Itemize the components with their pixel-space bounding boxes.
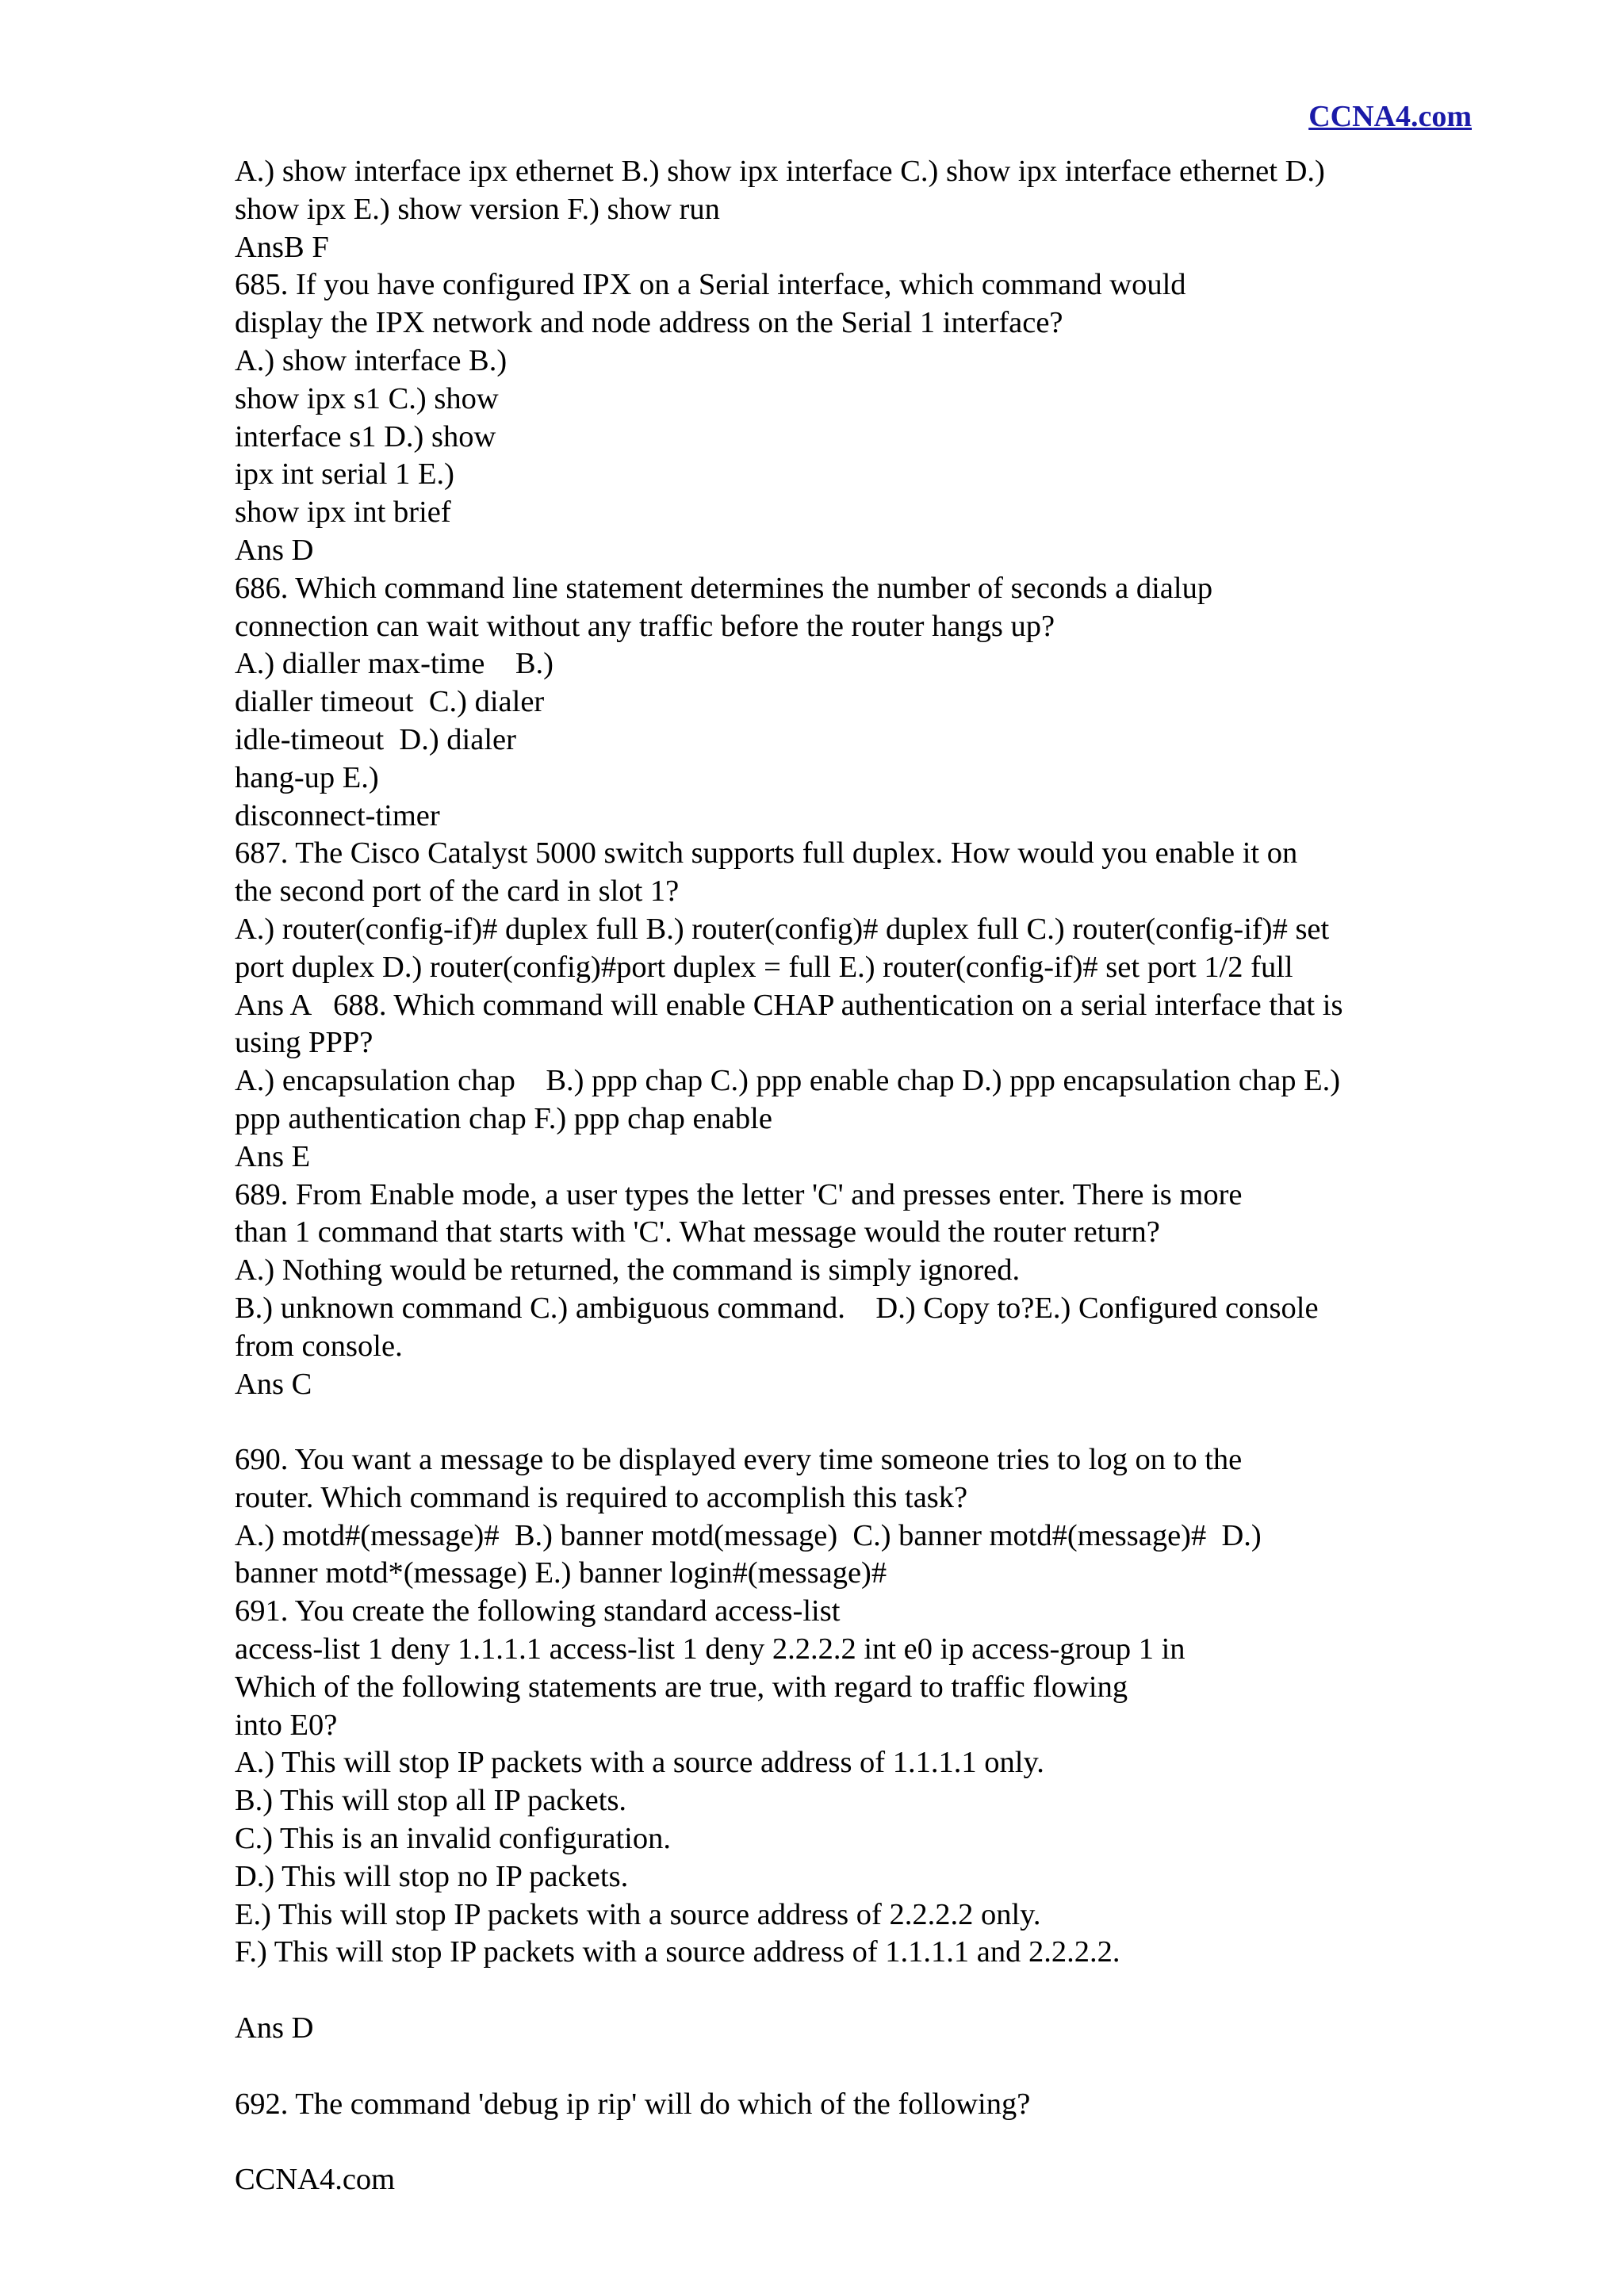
text-line: 686. Which command line statement determines the number of seconds a dialup: [235, 571, 1213, 605]
text-line: router. Which command is required to accomplish this task?: [235, 1480, 968, 1514]
text-line: D.) This will stop no IP packets.: [235, 1859, 629, 1893]
text-line: B.) unknown command C.) ambiguous command. D.) Copy to?E.) Configured console: [235, 1291, 1319, 1325]
text-line: disconnect-timer: [235, 798, 440, 832]
text-line: show ipx E.) show version F.) show run: [235, 192, 720, 226]
text-line: show ipx s1 C.) show: [235, 381, 499, 415]
text-line: 690. You want a message to be displayed every time someone tries to log on to the: [235, 1443, 1243, 1477]
text-line: 689. From Enable mode, a user types the letter 'C' and presses enter. There is more: [235, 1177, 1243, 1211]
text-line: E.) This will stop IP packets with a source address of 2.2.2.2 only.: [235, 1897, 1041, 1931]
text-line: A.) encapsulation chap B.) ppp chap C.) ppp enable chap D.) ppp encapsulation chap E.): [235, 1064, 1341, 1098]
text-line: ppp authentication chap F.) ppp chap enable: [235, 1101, 772, 1135]
text-line: from console.: [235, 1329, 403, 1363]
text-line: than 1 command that starts with 'C'. What message would the router return?: [235, 1215, 1160, 1249]
text-line: A.) show interface ipx ethernet B.) show ipx interface C.) show ipx interface ethernet D.): [235, 155, 1325, 188]
text-line: Ans A 688. Which command will enable CHAP authentication on a serial interface that is: [235, 988, 1343, 1022]
document-body: [235, 153, 1472, 2123]
text-line: B.) This will stop all IP packets.: [235, 1784, 627, 1818]
text-line: AnsB F: [235, 230, 329, 264]
text-line: 691. You create the following standard access-list: [235, 1594, 841, 1628]
header-site-link[interactable]: CCNA4.com: [1308, 100, 1472, 133]
text-line: dialler timeout C.) dialer: [235, 685, 545, 719]
footer-site-name: CCNA4.com: [235, 2163, 396, 2196]
text-line: [235, 2048, 1472, 2086]
text-line: Ans D: [235, 2011, 314, 2045]
text-line: A.) show interface B.): [235, 343, 508, 377]
text-line: C.) This is an invalid configuration.: [235, 1822, 671, 1856]
text-line: [235, 1403, 1472, 1441]
text-line: A.) This will stop IP packets with a source address of 1.1.1.1 only.: [235, 1746, 1044, 1780]
text-line: Ans C: [235, 1367, 312, 1401]
text-line: A.) dialler max-time B.): [235, 647, 553, 681]
text-line: F.) This will stop IP packets with a source address of 1.1.1.1 and 2.2.2.2.: [235, 1935, 1120, 1969]
text-line: A.) router(config-if)# duplex full B.) router(config)# duplex full C.) router(config-if)# set: [235, 912, 1330, 946]
text-line: using PPP?: [235, 1026, 373, 1060]
text-line: Ans E: [235, 1139, 311, 1173]
text-line: port duplex D.) router(config)#port duplex = full E.) router(config-if)# set port 1/2 full: [235, 950, 1293, 984]
text-line: A.) motd#(message)# B.) banner motd(message) C.) banner motd#(message)# D.): [235, 1518, 1262, 1552]
text-line: ipx int serial 1 E.): [235, 457, 454, 492]
text-line: A.) Nothing would be returned, the command is simply ignored.: [235, 1253, 1021, 1288]
text-line: connection can wait without any traffic before the router hangs up?: [235, 609, 1055, 643]
text-line: idle-timeout D.) dialer: [235, 722, 516, 756]
text-line: access-list 1 deny 1.1.1.1 access-list 1 deny 2.2.2.2 int e0 ip access-group 1 in: [235, 1632, 1185, 1667]
text-line: Which of the following statements are true, with regard to traffic flowing: [235, 1670, 1128, 1704]
text-line: banner motd*(message) E.) banner login#(message)#: [235, 1556, 887, 1590]
text-line: [235, 1972, 1472, 2010]
text-line: into E0?: [235, 1708, 338, 1742]
text-line: interface s1 D.) show: [235, 419, 496, 453]
text-line: 687. The Cisco Catalyst 5000 switch supports full duplex. How would you enable it on: [235, 836, 1298, 871]
text-line: hang-up E.): [235, 760, 379, 794]
text-line: the second port of the card in slot 1?: [235, 874, 680, 909]
text-line: show ipx int brief: [235, 496, 451, 530]
text-line: Ans D: [235, 533, 314, 567]
text-line: 692. The command 'debug ip rip' will do which of the following?: [235, 2087, 1031, 2121]
text-line: 685. If you have configured IPX on a Serial interface, which command would: [235, 268, 1186, 302]
text-line: display the IPX network and node address on the Serial 1 interface?: [235, 306, 1063, 340]
